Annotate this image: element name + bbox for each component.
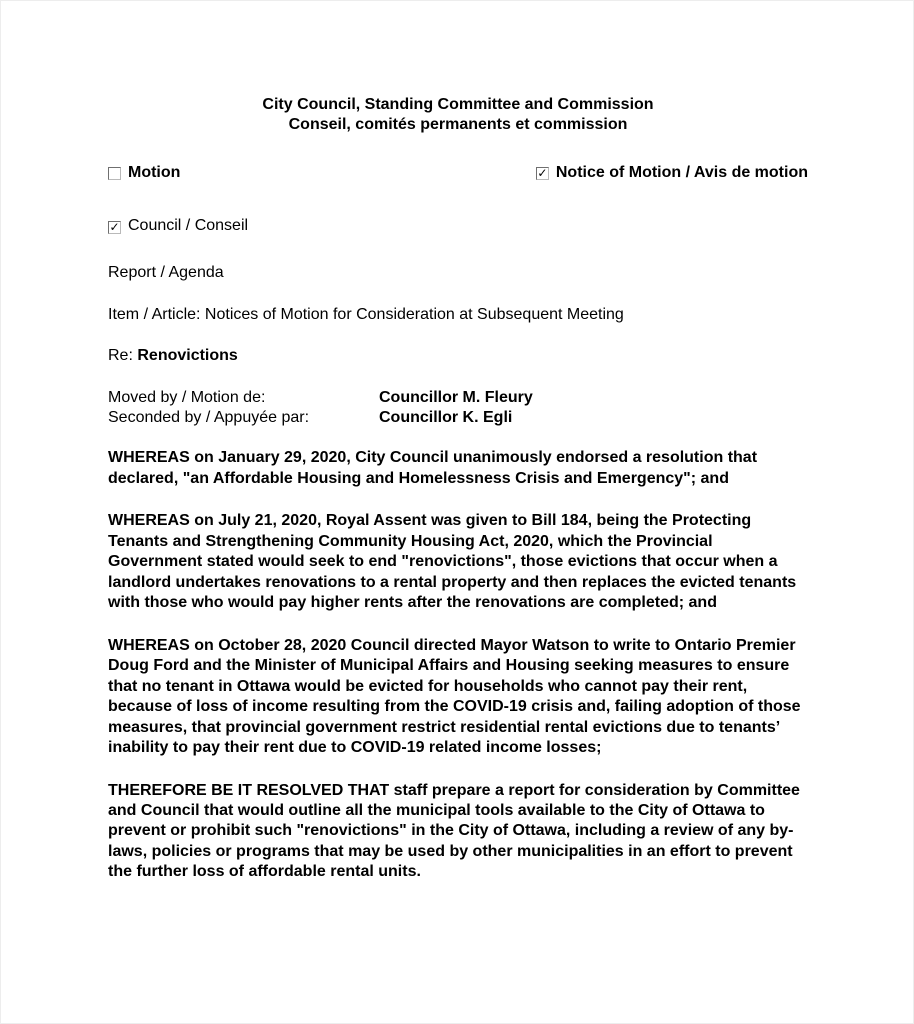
notice-of-motion-checkbox-group[interactable]: [536, 163, 808, 183]
notice-of-motion-checkbox-label: Notice of Motion / Avis de motion: [555, 163, 808, 181]
item-article-line: Item / Article: Notices of Motion for Consideration at Subsequent Meeting: [108, 305, 624, 323]
motion-checkbox[interactable]: [108, 167, 121, 180]
council-checkbox[interactable]: [108, 221, 121, 234]
motion-type-row: [108, 163, 808, 183]
check-icon: ✓: [537, 166, 548, 181]
title-line-fr: Conseil, comités permanents et commission: [288, 116, 628, 134]
council-checkbox-label: Council / Conseil: [128, 217, 249, 235]
whereas-paragraph-3: WHEREAS on October 28, 2020 Council directed Mayor Watson to write to Ontario Premier Doug Ford and the Minister of Municipal Affairs and Housing seeking measures to ensure that no tenant in Ottawa would be evicted for households who cannot pay their rent, because of loss of income resulting from the COVID-19 crisis and, failing adoption of those measures, that provincial government restrict residential rental evictions due to tenants’ inability to pay their rent due to COVID-19 related income losses;: [108, 636, 801, 757]
council-checkbox-group[interactable]: [108, 216, 248, 236]
moved-by-label: Moved by / Motion de:: [108, 388, 266, 406]
motion-checkbox-label: Motion: [128, 163, 181, 181]
re-subject: Renovictions: [137, 347, 238, 365]
notice-of-motion-checkbox[interactable]: [536, 167, 549, 180]
document-content: [108, 95, 808, 883]
report-agenda-line: Report / Agenda: [108, 264, 224, 282]
motion-checkbox-group[interactable]: [108, 163, 180, 183]
check-icon: ✓: [109, 219, 120, 234]
seconded-by-label: Seconded by / Appuyée par:: [108, 408, 310, 426]
re-label: Re:: [108, 347, 133, 365]
moved-by-value: Councillor M. Fleury: [379, 388, 533, 406]
therefore-paragraph: THEREFORE BE IT RESOLVED THAT staff prepare a report for consideration by Committee and Council that would outline all the municipal tools available to the City of Ottawa to prevent or prohibit such "renovictions" in the City of Ottawa, including a review of any by-laws, policies or programs that may be used by other municipalities in an effort to prevent the further loss of affordable rental units.: [108, 781, 800, 881]
document-title: [108, 95, 808, 136]
seconded-by-value: Councillor K. Egli: [379, 408, 513, 426]
council-row: [108, 216, 808, 237]
whereas-paragraph-1: WHEREAS on January 29, 2020, City Council unanimously endorsed a resolution that declared, "an Affordable Housing and Homelessness Crisis and Emergency"; and: [108, 449, 758, 487]
title-line-en: City Council, Standing Committee and Commission: [262, 96, 654, 113]
re-line: [108, 346, 808, 366]
whereas-paragraph-2: WHEREAS on July 21, 2020, Royal Assent was given to Bill 184, being the Protecting Tenants and Strengthening Community Housing Act, 2020, which the Provincial Government stated would seek to end "renovictions", those evictions that occur when a landlord undertakes renovations to a rental property and then replaces the evicted tenants with those who would pay higher rents after the renovations are completed; and: [108, 512, 797, 612]
movers-block: [108, 388, 808, 429]
